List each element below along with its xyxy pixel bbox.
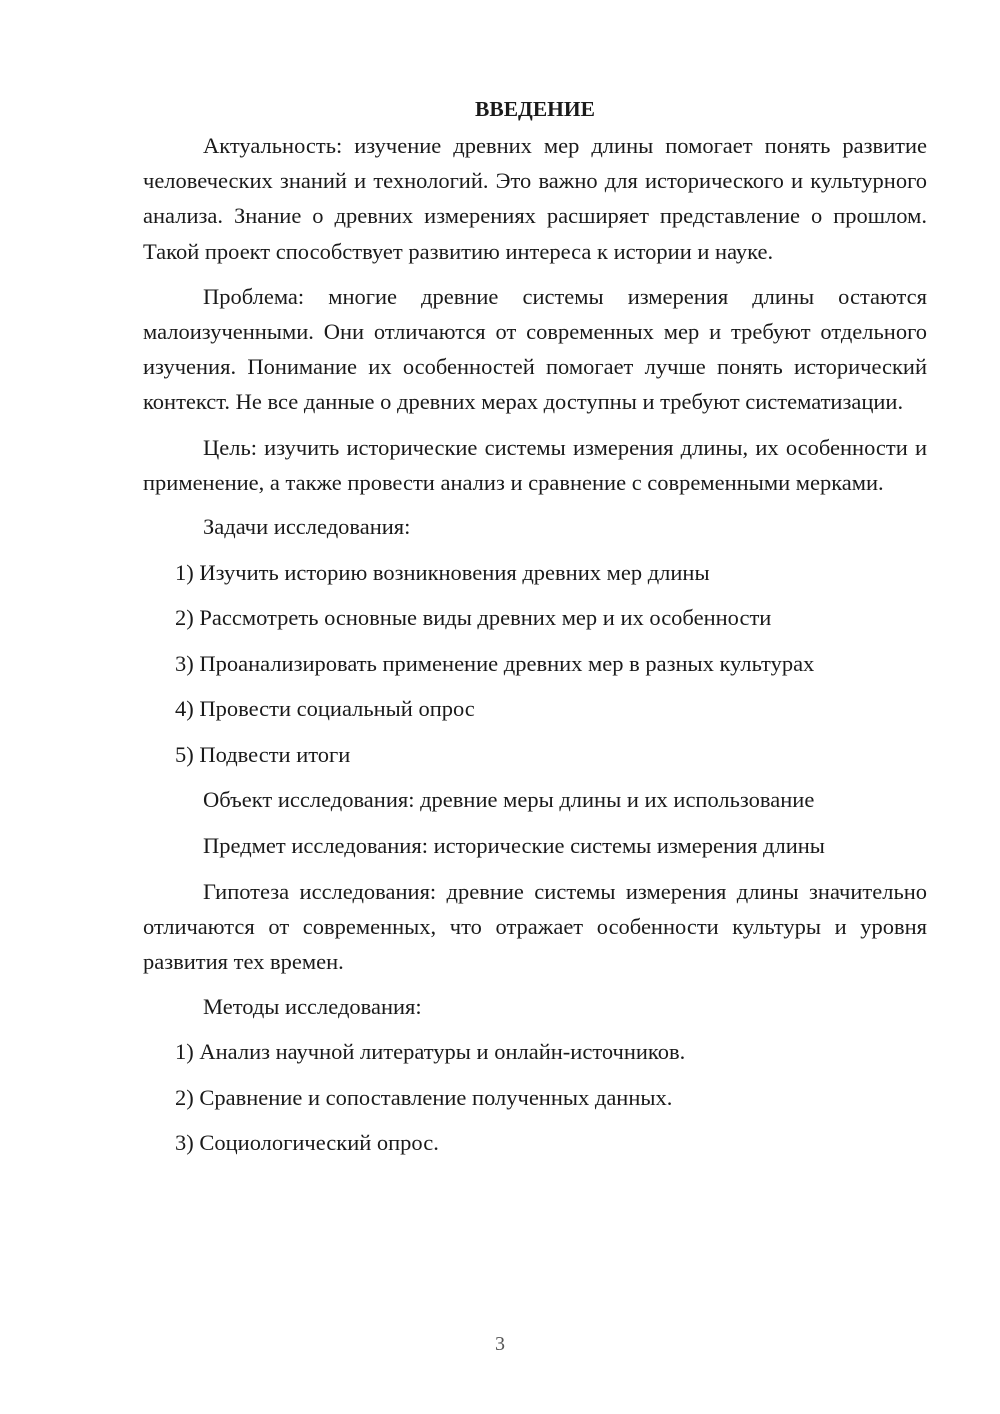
object-line: Объект исследования: древние меры длины и их использование [203,787,815,813]
list-item: 3) Проанализировать применение древних мер в разных культурах [175,650,815,676]
list-item: 1) Изучить историю возникновения древних мер длины [175,559,710,585]
list-item: 4) Провести социальный опрос [175,696,475,722]
page-title: ВВЕДЕНИЕ [475,97,595,121]
methods-list [143,1035,927,1172]
subject-line: Предмет исследования: исторические системы измерения длины [203,832,825,858]
list-item: 5) Подвести итоги [175,741,351,767]
tasks-heading: Задачи исследования: [203,514,411,540]
list-item: 2) Сравнение и сопоставление полученных данных. [175,1084,673,1110]
page-content [143,92,927,1172]
hypothesis-paragraph: Гипотеза исследования: древние системы измерения длины значительно отличаются от современных, что отражает особенности культуры и уровня развития тех времен. [143,879,927,975]
goal-paragraph: Цель: изучить исторические системы измерения длины, их особенности и применение, а также провести анализ и сравнение с современными мерками. [143,434,927,495]
list-item: 2) Рассмотреть основные виды древних мер и их особенности [175,605,772,631]
methods-heading: Методы исследования: [203,993,422,1019]
tasks-list [143,556,927,784]
list-item: 3) Социологический опрос. [175,1130,439,1156]
page-number: 3 [495,1333,505,1355]
problem-paragraph: Проблема: многие древние системы измерения длины остаются малоизученными. Они отличаются от современных мер и требуют отдельного изучения. Понимание их особенностей помогает лучше понять исторический контекст. Не все данные о древних мерах доступны и требуют систематизации. [143,283,927,415]
list-item: 1) Анализ научной литературы и онлайн-источников. [175,1039,686,1065]
relevance-paragraph: Актуальность: изучение древних мер длины помогает понять развитие человеческих знаний и технологий. Это важно для исторического и культурного анализа. Знание о древних измерениях расширяет представление о прошлом. Такой проект способствует развитию интереса к истории и науке. [143,133,927,264]
